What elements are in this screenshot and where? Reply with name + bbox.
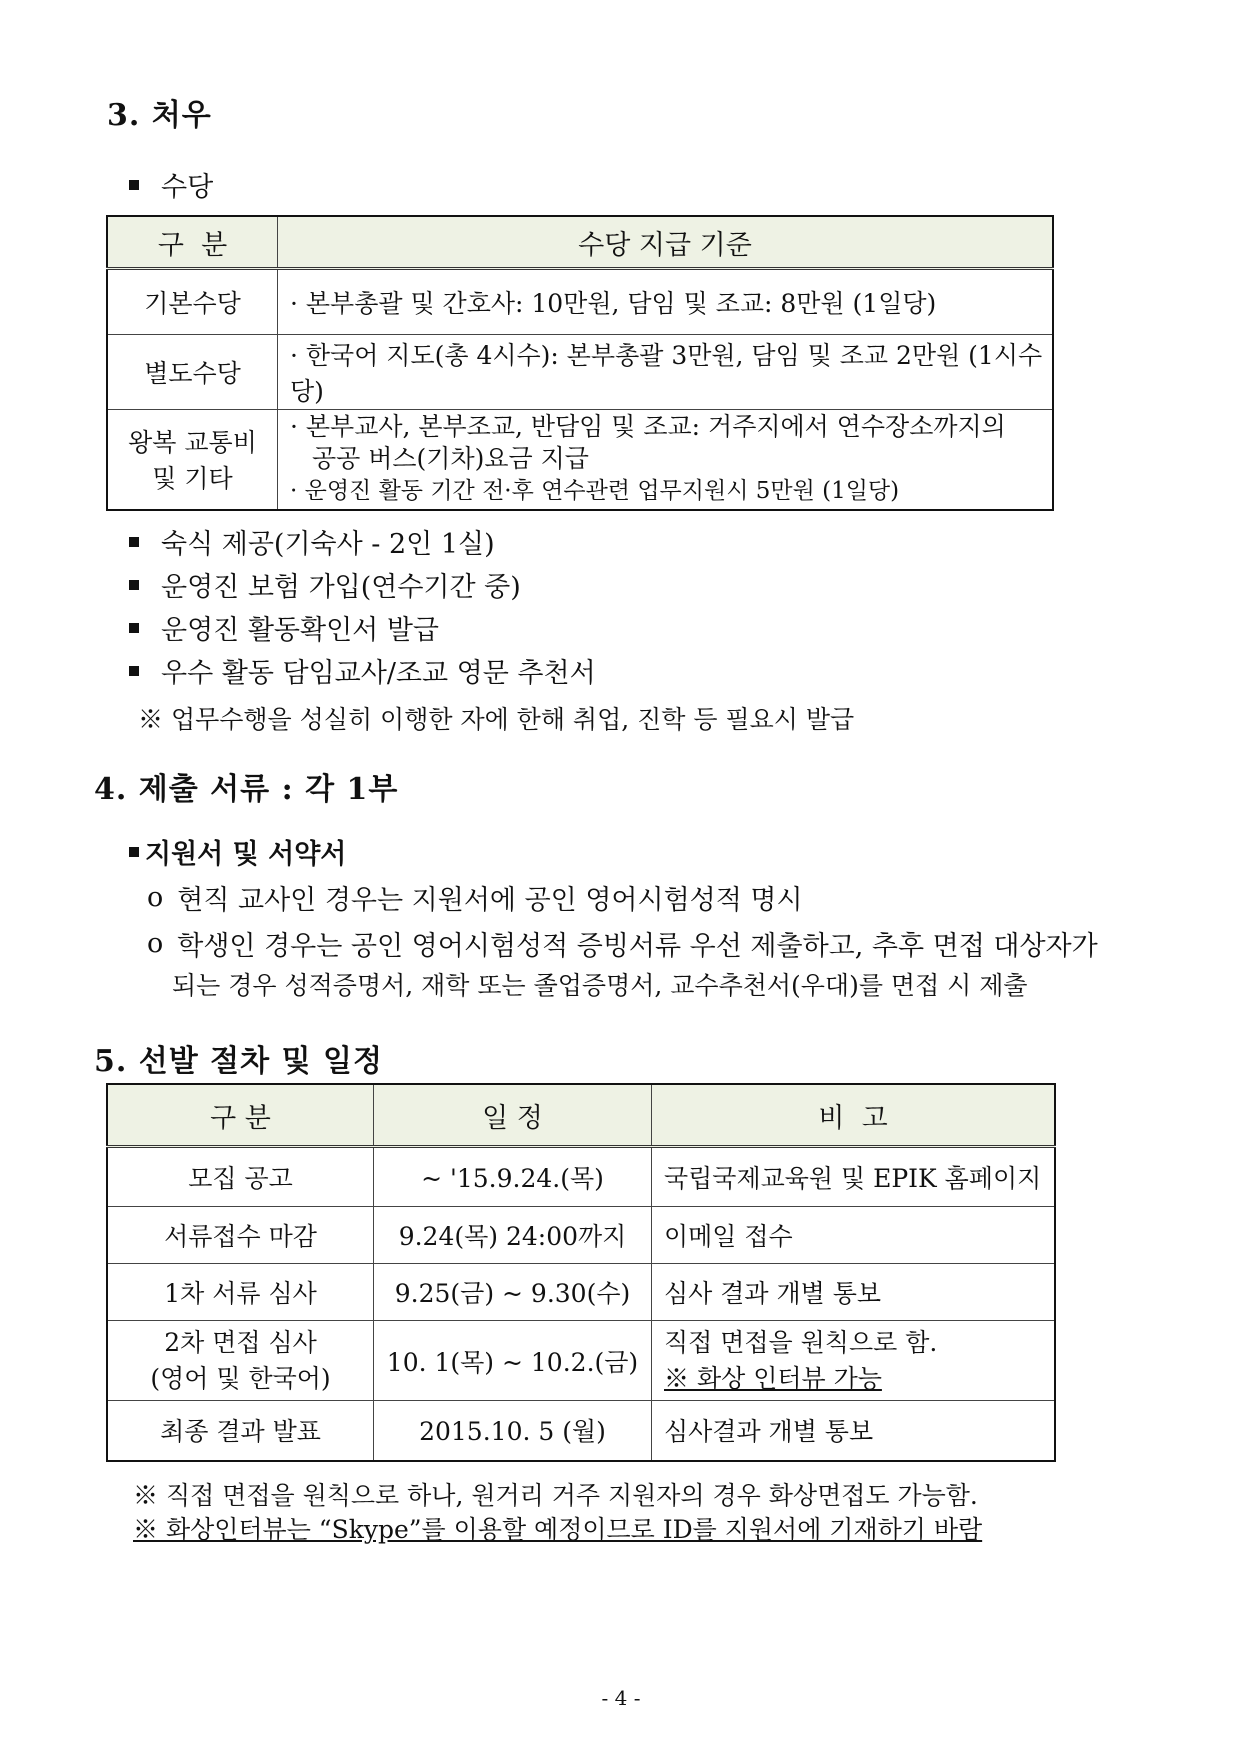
document-item-text: 현직 교사인 경우는 지원서에 공인 영어시험성적 명시 (177, 885, 803, 916)
content-line: · 운영진 활동 기간 전·후 연수관련 업무지원시 5만원 (1일당) (290, 478, 900, 505)
table-row (107, 1147, 1055, 1207)
bullet-item (129, 565, 521, 604)
page-number: - 4 - (601, 1686, 641, 1710)
row-label (107, 410, 278, 510)
step-cell: 서류접수 마감 (107, 1207, 374, 1264)
document-item-text: 학생인 경우는 공인 영어시험성적 증빙서류 우선 제출하고, 추후 면접 대상자가 (177, 931, 1098, 962)
header-criteria: 수당 지급 기준 (278, 216, 1054, 269)
note-cell: 심사결과 개별 통보 (652, 1401, 1056, 1461)
section-4-title: 4. 제출 서류 : 각 1부 (94, 772, 399, 807)
documents-subheading (129, 832, 346, 871)
circle-marker: o (147, 928, 164, 959)
table-row (107, 1321, 1055, 1401)
step-cell: 모집 공고 (107, 1147, 374, 1207)
note-line: 직접 면접을 원칙으로 함. (664, 1327, 938, 1357)
bullet-item (129, 522, 495, 561)
square-bullet-icon (129, 537, 139, 547)
bullet-text: 우수 활동 담임교사/조교 영문 추천서 (161, 658, 596, 689)
allowance-table (106, 215, 1054, 511)
note-cell: 심사 결과 개별 통보 (652, 1264, 1056, 1321)
table-row (107, 335, 1053, 410)
row-content: · 한국어 지도(총 4시수): 본부총괄 3만원, 담임 및 조교 2만원 (1시수당) (278, 335, 1054, 410)
row-label: 기본수당 (107, 269, 278, 335)
table-header-row (107, 1084, 1055, 1147)
row-label-line: 및 기타 (152, 464, 233, 494)
allowance-heading (129, 165, 213, 204)
document-item (147, 924, 1098, 963)
step-line: 2차 면접 심사 (164, 1327, 317, 1357)
row-label-line: 왕복 교통비 (128, 428, 257, 458)
table-row (107, 269, 1053, 335)
document-item (147, 878, 803, 917)
table-header-row (107, 216, 1053, 269)
documents-subheading-text: 지원서 및 서약서 (145, 839, 347, 870)
bullet-text: 운영진 활동확인서 발급 (161, 615, 439, 646)
section-3-note: ※ 업무수행을 성실히 이행한 자에 한해 취업, 진학 등 필요시 발급 (138, 705, 855, 734)
allowance-heading-text: 수당 (161, 172, 214, 203)
square-bullet-icon (129, 666, 139, 676)
section-5-title: 5. 선발 절차 및 일정 (94, 1044, 383, 1079)
schedule-note: ※ 직접 면접을 원칙으로 하나, 원거리 거주 지원자의 경우 화상면접도 가능함. (133, 1481, 978, 1510)
square-bullet-icon (129, 180, 139, 190)
note-cell: 국립국제교육원 및 EPIK 홈페이지 (652, 1147, 1056, 1207)
row-label: 별도수당 (107, 335, 278, 410)
bullet-item (129, 651, 596, 690)
table-row (107, 1401, 1055, 1461)
square-bullet-icon (129, 847, 139, 857)
table-row (107, 1207, 1055, 1264)
circle-marker: o (147, 882, 164, 913)
square-bullet-icon (129, 580, 139, 590)
bullet-text: 숙식 제공(기숙사 - 2인 1실) (161, 529, 495, 560)
header-note: 비 고 (652, 1084, 1056, 1147)
bullet-text: 운영진 보험 가입(연수기간 중) (161, 572, 521, 603)
table-row (107, 1264, 1055, 1321)
date-cell: 10. 1(목) ~ 10.2.(금) (374, 1321, 652, 1401)
content-line: 공공 버스(기차)요금 지급 (312, 444, 589, 474)
content-line: · 본부교사, 본부조교, 반담임 및 조교: 거주지에서 연수장소까지의 (290, 412, 1006, 442)
date-cell: 9.24(목) 24:00까지 (374, 1207, 652, 1264)
schedule-note-text: ※ 화상인터뷰는 “Skype”를 이용할 예정이므로 ID를 지원서에 기재하기 바람 (133, 1515, 983, 1544)
note-cell: 이메일 접수 (652, 1207, 1056, 1264)
bullet-item (129, 608, 439, 647)
square-bullet-icon (129, 623, 139, 633)
row-content: · 본부총괄 및 간호사: 10만원, 담임 및 조교: 8만원 (1일당) (278, 269, 1054, 335)
document-item-continued: 되는 경우 성적증명서, 재학 또는 졸업증명서, 교수추천서(우대)를 면접 시 제출 (172, 971, 1028, 1000)
note-line: ※ 화상 인터뷰 가능 (664, 1363, 882, 1393)
header-step: 구 분 (107, 1084, 374, 1147)
header-date: 일 정 (374, 1084, 652, 1147)
step-cell: 최종 결과 발표 (107, 1401, 374, 1461)
row-content (278, 410, 1054, 510)
date-cell: 2015.10. 5 (월) (374, 1401, 652, 1461)
date-cell: ~ '15.9.24.(목) (374, 1147, 652, 1207)
header-category: 구 분 (107, 216, 278, 269)
step-cell (107, 1321, 374, 1401)
schedule-note-skype (133, 1510, 982, 1546)
step-line: (영어 및 한국어) (150, 1363, 331, 1393)
schedule-table (106, 1083, 1056, 1462)
step-cell: 1차 서류 심사 (107, 1264, 374, 1321)
date-cell: 9.25(금) ~ 9.30(수) (374, 1264, 652, 1321)
section-3-title: 3. 처우 (107, 98, 212, 133)
table-row (107, 410, 1053, 510)
note-cell (652, 1321, 1056, 1401)
